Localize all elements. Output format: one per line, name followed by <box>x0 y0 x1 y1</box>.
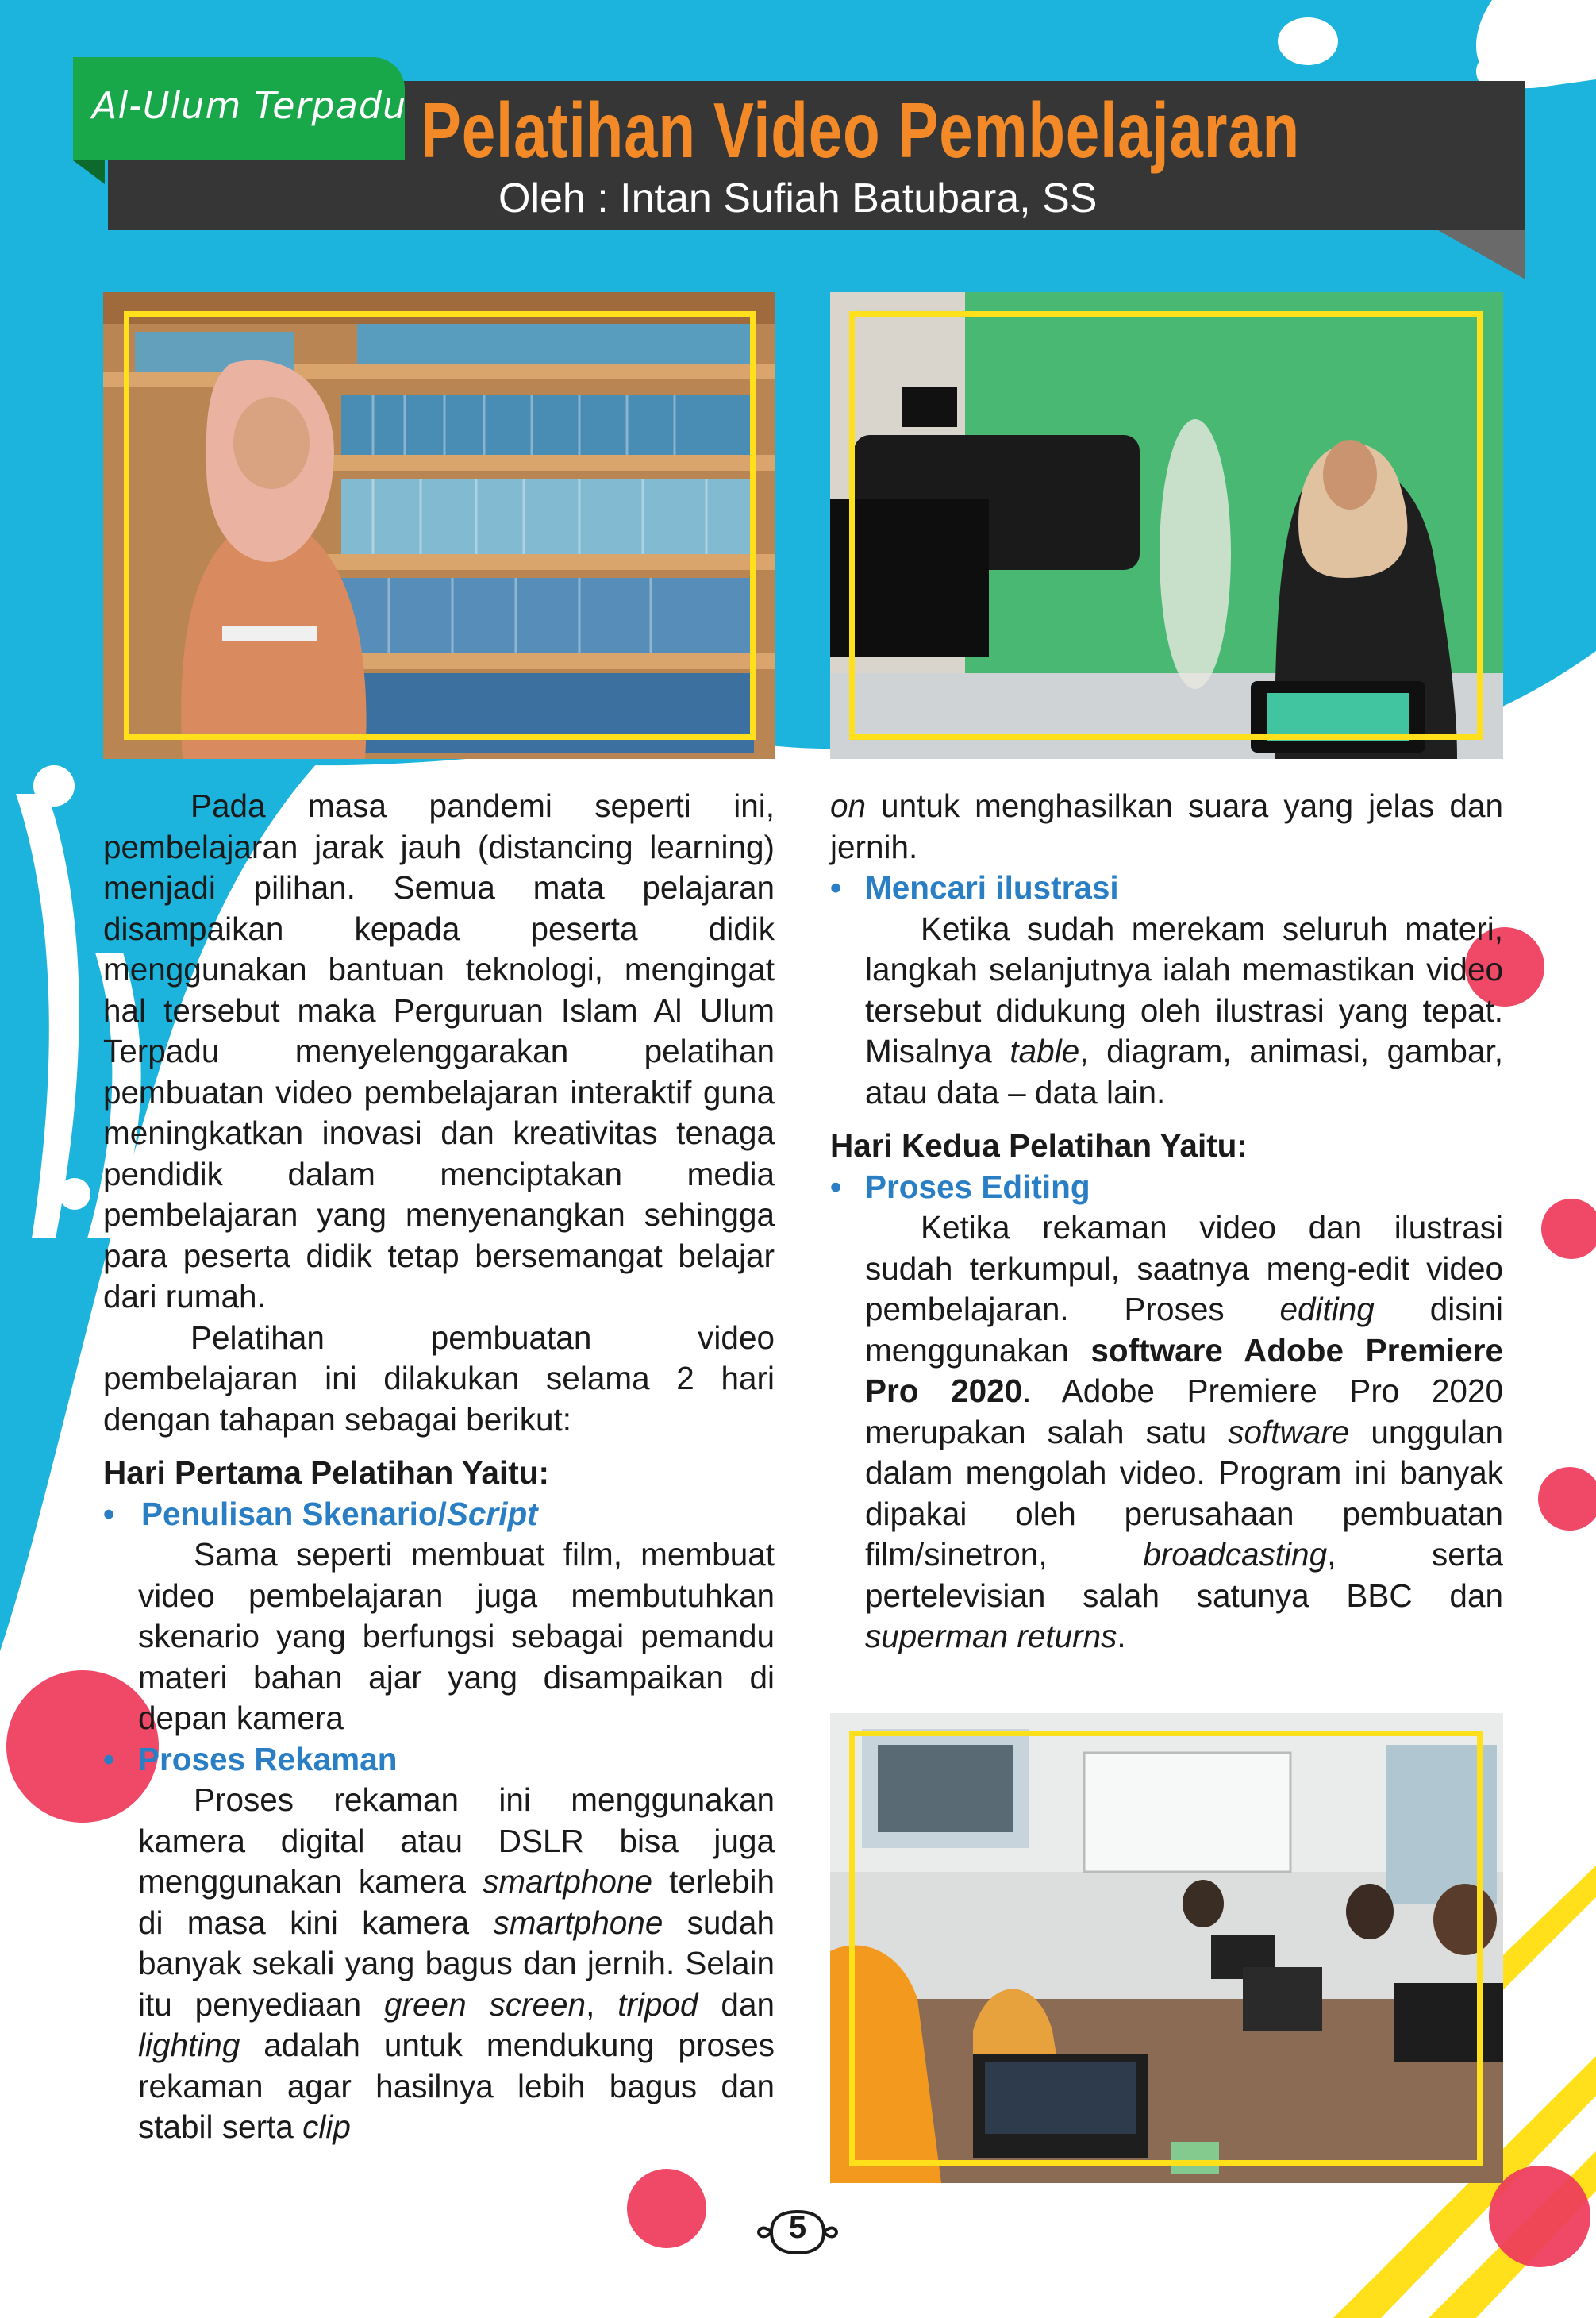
title-fold <box>1438 230 1525 279</box>
illustration-paragraph: Ketika sudah merekam seluruh materi, langkah selanjutnya ialah memastikan video tersebut didukung oleh ilustrasi yang tepat. Misalnya table, diagram, animasi, gambar, atau data – data lain. <box>865 910 1503 1111</box>
article-title: Pelatihan Video Pembelajaran <box>421 87 1301 174</box>
photo-frame-2 <box>849 311 1483 740</box>
page-number: 5 <box>788 2210 807 2245</box>
editing-paragraph: Ketika rekaman video dan ilustrasi sudah terkumpul, saatnya meng-edit video pembelajaran. Proses editing disini menggunakan software Adobe Premiere Pro 2020. Adobe Premiere Pro 2020 merupakan salah satu software unggulan dalam mengolah video. Program ini banyak dipakai oleh perusahaan pembuatan film/sinetron, broadcasting, serta pertelevisian salah satunya BBC dan superman returns. <box>865 1209 1504 1654</box>
bullet-dot: • <box>830 869 842 906</box>
bullet-editing-label: Proses Editing <box>865 1168 1090 1205</box>
day-one-heading: Hari Pertama Pelatihan Yaitu: <box>103 1454 549 1491</box>
left-column <box>103 786 775 2148</box>
right-column <box>830 786 1503 1658</box>
bullet-dot: • <box>830 1168 842 1205</box>
bullet-script <box>103 1494 775 1535</box>
bullet-dot: • <box>103 1495 115 1532</box>
bullet-dot: • <box>103 1740 115 1777</box>
tag-fold <box>73 160 105 184</box>
bullet-recording <box>103 1739 775 1781</box>
bullet-script-label-italic: Script <box>446 1495 538 1532</box>
bullet-illustration <box>830 868 1503 909</box>
bullet-recording-label: Proses Rekaman <box>138 1740 398 1777</box>
photo-frame-1 <box>124 311 756 740</box>
bullet-script-label: Penulisan Skenario/ <box>141 1495 447 1532</box>
bullet-editing <box>830 1167 1503 1208</box>
recording-paragraph: Proses rekaman ini menggunakan kamera digital atau DSLR bisa juga menggunakan kamera smartphone terlebih di masa kini kamera smartphone sudah banyak sekali yang bagus dan jernih. Selain itu penyediaan green screen, tripod dan lighting adalah untuk mendukung proses rekaman agar hasilnya lebih bagus dan stabil serta clip <box>138 1781 775 2145</box>
intro-paragraph: Pada masa pandemi seperti ini, pembelajaran jarak jauh (distancing learning) menjadi pilihan. Semua mata pelajaran disampaikan kepada peserta didik menggunakan bantuan teknologi, mengingat hal tersebut maka Perguruan Islam Al Ulum Terpadu menyelenggarakan pelatihan pembuatan video pembelajaran interaktif guna meningkatkan inovasi dan kreativitas tenaga pendidik dalam menciptakan media pembelajaran yang menyenangkan sehingga para peserta didik tetap bersemangat belajar dari rumah. <box>103 787 775 1315</box>
stages-paragraph: Pelatihan pembuatan video pembelajaran ini dilakukan selama 2 hari dengan tahapan sebagai berikut: <box>103 1319 775 1438</box>
rubric-label: Al-Ulum Terpadu <box>92 84 407 127</box>
recording-paragraph-continued: on untuk menghasilkan suara yang jelas dan jernih. <box>830 787 1503 865</box>
day-two-heading: Hari Kedua Pelatihan Yaitu: <box>830 1127 1248 1164</box>
author-byline: Oleh : Intan Sufiah Batubara, SS <box>498 175 1098 221</box>
photo-frame-3 <box>849 1731 1483 2166</box>
script-paragraph: Sama seperti membuat film, membuat video pembelajaran juga membutuhkan skenario yang berfungsi sebagai pemandu materi bahan ajar yang disampaikan di depan kamera <box>138 1536 775 1736</box>
bullet-illustration-label: Mencari ilustrasi <box>865 869 1119 906</box>
